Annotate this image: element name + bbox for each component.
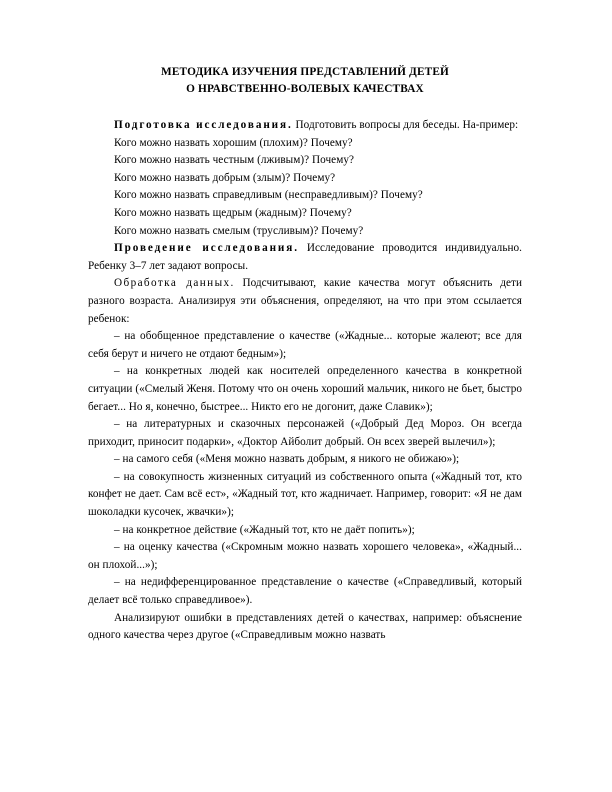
preparation-text: Подготовить вопросы для беседы. На-пример: xyxy=(292,119,519,131)
processing-item-7: – на оценку качества («Скромным можно назвать хорошего человека», «Жадный... он плохой...»); xyxy=(88,541,522,571)
processing-closing-paragraph: Анализируют ошибки в представлениях детей о качествах, например: объяснение одного качества через другое («Справедливым можно назвать xyxy=(88,611,522,642)
processing-paragraph xyxy=(88,275,522,328)
processing-heading: Обработка данных. xyxy=(114,277,235,290)
processing-intro: Подсчитывают, какие качества могут объяснить дети разного возраста. Анализируя эти объяснения, определяют, на что при этом ссылается ребенок: xyxy=(88,277,522,325)
processing-item-2: – на конкретных людей как носителей определенного качества в конкретной ситуации («Смелый Женя. Потому что он очень хороший мальчик, никого не бьет, быстро бегает... Но я, конечно, быстрее... Никто его не догонит, даже Славик»); xyxy=(88,365,522,413)
conducting-paragraph xyxy=(88,240,522,275)
document-content xyxy=(88,64,522,645)
processing-item-4: – на самого себя («Меня можно назвать добрым, я никого не обижаю»); xyxy=(114,453,460,466)
conducting-text: Исследование проводится индивидуально. Ребенку 3–7 лет задают вопросы. xyxy=(88,242,522,272)
question-item-6: Кого можно назвать смелым (трусливым)? Почему? xyxy=(114,224,364,237)
question-item-1: Кого можно назвать хорошим (плохим)? Почему? xyxy=(114,136,353,149)
title-line-2: О НРАВСТВЕННО-ВОЛЕВЫХ КАЧЕСТВАХ xyxy=(186,82,424,95)
processing-item-8: – на недифференцированное представление о качестве («Справедливый, который делает всё только справедливое»). xyxy=(88,576,522,607)
page-title xyxy=(88,64,522,97)
preparation-paragraph xyxy=(88,117,522,135)
processing-item-3: – на литературных и сказочных персонажей («Добрый Дед Мороз. Он всегда приходит, приносит подарки», «Доктор Айболит добрый. Он всех зверей вылечил»); xyxy=(88,418,522,448)
question-item-5: Кого можно назвать щедрым (жадным)? Почему? xyxy=(114,206,352,219)
question-item-3: Кого можно назвать добрым (злым)? Почему? xyxy=(114,171,336,184)
title-line-1: МЕТОДИКА ИЗУЧЕНИЯ ПРЕДСТАВЛЕНИЙ ДЕТЕЙ xyxy=(161,66,449,78)
question-item-4: Кого можно назвать справедливым (несправедливым)? Почему? xyxy=(114,189,423,202)
preparation-heading: Подготовка исследования. xyxy=(114,119,293,131)
processing-item-1: – на обобщенное представление о качестве («Жадные... которые жалеют; все для себя берут и ничего не отдают бедным»); xyxy=(88,330,522,360)
conducting-heading: Проведение исследования. xyxy=(114,242,299,255)
processing-item-6: – на конкретное действие («Жадный тот, кто не даёт попить»); xyxy=(114,523,415,536)
question-item-2: Кого можно назвать честным (лживым)? Почему? xyxy=(114,154,354,167)
processing-item-5: – на совокупность жизненных ситуаций из собственного опыта («Жадный тот, кто конфет не дает. Сам всё ест», «Жадный тот, кто жадничает. Например, говорит: «Я не дам шоколадки кусочек, жвачки»); xyxy=(88,470,522,519)
